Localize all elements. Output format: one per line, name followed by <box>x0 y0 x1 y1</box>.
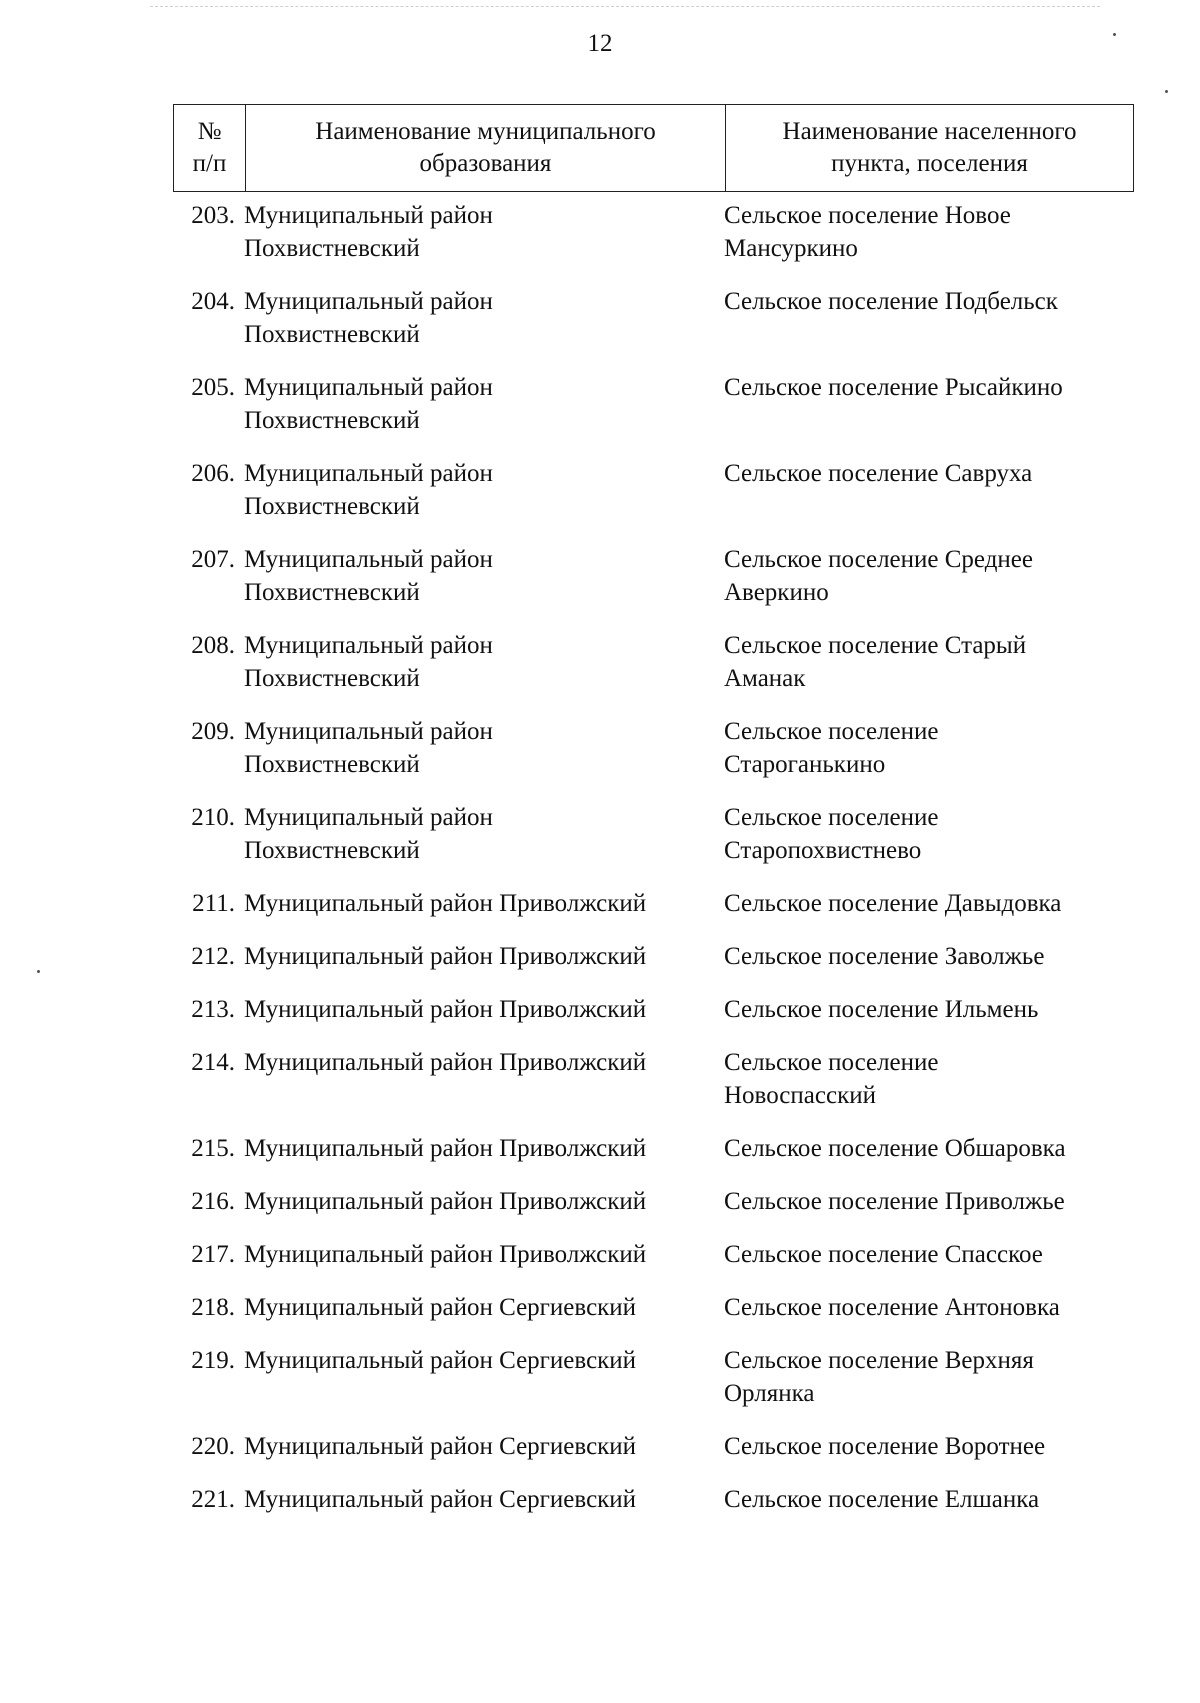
table-row <box>173 1430 1134 1483</box>
table-row <box>173 1291 1134 1344</box>
table-header <box>173 104 1134 192</box>
row-number: 214. <box>191 1049 235 1076</box>
row-settlement: Сельское поселение Савруха <box>724 460 1033 487</box>
row-settlement: Сельское поселение Елшанка <box>724 1486 1040 1513</box>
row-number: 206. <box>191 460 235 487</box>
row-settlement: Сельское поселение Старопохвистнево <box>724 804 939 864</box>
row-settlement: Сельское поселение Приволжье <box>724 1188 1065 1215</box>
row-settlement: Сельское поселение Спасское <box>724 1241 1043 1268</box>
row-settlement: Сельское поселение Верхняя Орлянка <box>724 1347 1034 1407</box>
row-municipality: Муниципальный район Приволжский <box>244 1241 647 1268</box>
row-municipality: Муниципальный район Приволжский <box>244 943 647 970</box>
table-row <box>173 993 1134 1046</box>
row-number: 205. <box>191 374 235 401</box>
row-municipality: Муниципальный район Сергиевский <box>244 1347 637 1374</box>
table-row <box>173 1185 1134 1238</box>
row-municipality: Муниципальный район Приволжский <box>244 1188 647 1215</box>
row-municipality: Муниципальный район Сергиевский <box>244 1486 637 1513</box>
row-settlement: Сельское поселение Ильмень <box>724 996 1039 1023</box>
row-number: 221. <box>191 1486 235 1513</box>
row-settlement: Сельское поселение Среднее Аверкино <box>724 546 1033 606</box>
row-settlement: Сельское поселение Рысайкино <box>724 374 1063 401</box>
row-settlement: Сельское поселение Обшаровка <box>724 1135 1066 1162</box>
table-row <box>173 887 1134 940</box>
row-number: 203. <box>191 202 235 229</box>
table-row <box>173 801 1134 887</box>
row-municipality: Муниципальный район Приволжский <box>244 1049 647 1076</box>
row-number: 204. <box>191 288 235 315</box>
row-municipality: Муниципальный район Похвистневский <box>244 202 493 262</box>
row-settlement: Сельское поселение Староганькино <box>724 718 939 778</box>
row-number: 208. <box>191 632 235 659</box>
row-settlement: Сельское поселение Подбельск <box>724 288 1058 315</box>
table-row <box>173 199 1134 285</box>
row-settlement: Сельское поселение Старый Аманак <box>724 632 1027 692</box>
table-row <box>173 1132 1134 1185</box>
page-number: 12 <box>587 30 613 57</box>
table-row <box>173 1483 1134 1536</box>
row-municipality: Муниципальный район Сергиевский <box>244 1294 637 1321</box>
header-settlement-label: Наименование населенного пункта, поселения <box>782 118 1077 177</box>
table-row <box>173 457 1134 543</box>
row-settlement: Сельское поселение Антоновка <box>724 1294 1060 1321</box>
row-municipality: Муниципальный район Приволжский <box>244 1135 647 1162</box>
row-number: 212. <box>191 943 235 970</box>
table-row <box>173 629 1134 715</box>
header-municipality-label: Наименование муниципального образования <box>315 118 656 177</box>
row-municipality: Муниципальный район Сергиевский <box>244 1433 637 1460</box>
row-municipality: Муниципальный район Похвистневский <box>244 546 493 606</box>
row-municipality: Муниципальный район Похвистневский <box>244 632 493 692</box>
row-settlement: Сельское поселение Новоспасский <box>724 1049 939 1109</box>
row-number: 218. <box>191 1294 235 1321</box>
row-municipality: Муниципальный район Приволжский <box>244 996 647 1023</box>
row-number: 219. <box>191 1347 235 1374</box>
scan-edge-artifact <box>150 6 1100 7</box>
row-settlement: Сельское поселение Воротнее <box>724 1433 1046 1460</box>
table-row <box>173 371 1134 457</box>
row-municipality: Муниципальный район Похвистневский <box>244 718 493 778</box>
row-number: 210. <box>191 804 235 831</box>
table-row <box>173 1238 1134 1291</box>
table-body <box>173 199 1134 1536</box>
header-number-label: № п/п <box>192 118 227 177</box>
row-municipality: Муниципальный район Приволжский <box>244 890 647 917</box>
table-row <box>173 1046 1134 1132</box>
row-number: 217. <box>191 1241 235 1268</box>
table-row <box>173 715 1134 801</box>
header-settlement <box>726 105 1133 191</box>
row-number: 211. <box>192 890 235 917</box>
table-row <box>173 1344 1134 1430</box>
table-row <box>173 543 1134 629</box>
row-municipality: Муниципальный район Похвистневский <box>244 374 493 434</box>
row-number: 207. <box>191 546 235 573</box>
table-row <box>173 940 1134 993</box>
header-number <box>174 105 246 191</box>
row-municipality: Муниципальный район Похвистневский <box>244 460 493 520</box>
row-settlement: Сельское поселение Давыдовка <box>724 890 1062 917</box>
scan-speck <box>1113 33 1116 36</box>
row-number: 215. <box>191 1135 235 1162</box>
row-number: 213. <box>191 996 235 1023</box>
row-municipality: Муниципальный район Похвистневский <box>244 288 493 348</box>
scan-speck <box>37 970 40 973</box>
table-row <box>173 285 1134 371</box>
row-number: 220. <box>191 1433 235 1460</box>
header-municipality <box>246 105 726 191</box>
row-settlement: Сельское поселение Заволжье <box>724 943 1045 970</box>
row-number: 216. <box>191 1188 235 1215</box>
row-number: 209. <box>191 718 235 745</box>
row-municipality: Муниципальный район Похвистневский <box>244 804 493 864</box>
scan-speck <box>1165 90 1168 93</box>
row-settlement: Сельское поселение Новое Мансуркино <box>724 202 1011 262</box>
